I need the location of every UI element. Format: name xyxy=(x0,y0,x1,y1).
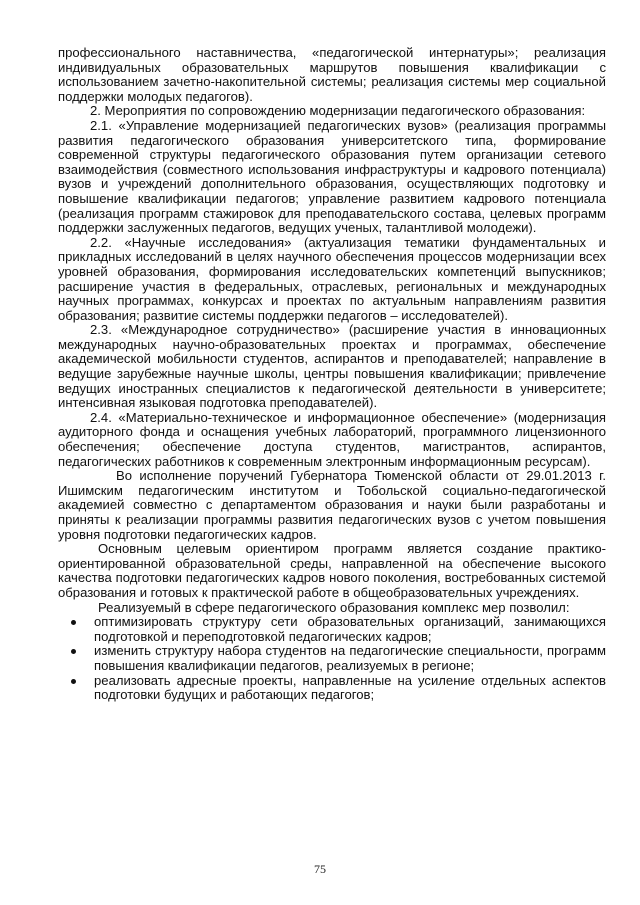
paragraph-2-1: 2.1. «Управление модернизацией педагогических вузов» (реализация программы развития педагогического образования университетского типа, формирование современной структуры педагогического образования путем организации сетевого взаимодействия (совместного использования инфраструктуры и кадрового потенциала) вузов и учреждений дополнительного образования, осуществляющих подготовку и повышение квалификации педагогов; управление развитием кадрового потенциала (реализация программ стажировок для преподавательского состава, целевых программ поддержки заслуженных педагогов, ведущих ученых, талантливой молодежи). xyxy=(58,117,606,236)
list-item: изменить структуру набора студентов на педагогические специальности, программ повышения квалификации педагогов, реализуемых в регионе; xyxy=(58,644,606,673)
page-number: 75 xyxy=(314,862,326,876)
paragraph-governor: Во исполнение поручений Губернатора Тюменской области от 29.01.2013 г. Ишимским педагогическим институтом и Тобольской социально-педагогической академией совместно с департаментом образования и науки были разработаны и приняты к реализации программы развития педагогических вузов с учетом повышения уровня подготовки педагогических кадров. xyxy=(58,468,606,542)
bullet-icon xyxy=(71,620,76,625)
list-item: оптимизировать структуру сети образовательных организаций, занимающихся подготовкой и переподготовкой педагогических кадров; xyxy=(58,615,606,644)
paragraph-intro-continued: профессионального наставничества, «педагогической интернатуры»; реализация индивидуальных образовательных маршрутов повышения квалификации с использованием зачетно-накопительной системы; реализация системы мер социальной поддержки молодых педагогов). xyxy=(58,45,606,104)
paragraph-measures-intro: Реализуемый в сфере педагогического образования комплекс мер позволил: xyxy=(98,599,570,615)
bullet-icon xyxy=(71,679,76,684)
document-body xyxy=(58,46,606,703)
paragraph-section-2: 2. Мероприятия по сопровождению модернизации педагогического образования: xyxy=(90,103,586,119)
bullet-icon xyxy=(71,649,76,654)
paragraph-target: Основным целевым ориентиром программ является создание практико-ориентированной образовательной среды, направленной на обеспечение высокого качества подготовки педагогических кадров нового поколения, востребованных системой образования и готовых к практической работе в общеобразовательных учреждениях. xyxy=(58,541,606,600)
measures-list xyxy=(58,615,606,703)
list-item: реализовать адресные проекты, направленные на усиление отдельных аспектов подготовки будущих и работающих педагогов; xyxy=(58,674,606,703)
paragraph-2-2: 2.2. «Научные исследования» (актуализация тематики фундаментальных и прикладных исследований в целях научного обеспечения процессов модернизации всех уровней образования, формирования исследовательских компетенций выпускников; расширение участия в федеральных, отраслевых, региональных и международных научных программах, конкурсах и проектах по актуальным направлениям развития образования; развитие системы поддержки педагогов – исследователей). xyxy=(58,234,606,323)
paragraph-2-3: 2.3. «Международное сотрудничество» (расширение участия в инновационных международных научно-образовательных проектах и программах, обеспечение академической мобильности студентов, аспирантов и преподавателей; направление в ведущие зарубежные научные школы, центры повышения квалификации; привлечение ведущих иностранных специалистов к педагогической деятельности в университете; интенсивная языковая подготовка преподавателей). xyxy=(58,322,606,411)
paragraph-2-4: 2.4. «Материально-техническое и информационное обеспечение» (модернизация аудиторного фонда и оснащения учебных лабораторий, программного лицензионного обеспечения; обеспечение доступа студентов, магистрантов, аспирантов, педагогических работников к современным электронным информационным ресурсам). xyxy=(58,409,606,469)
